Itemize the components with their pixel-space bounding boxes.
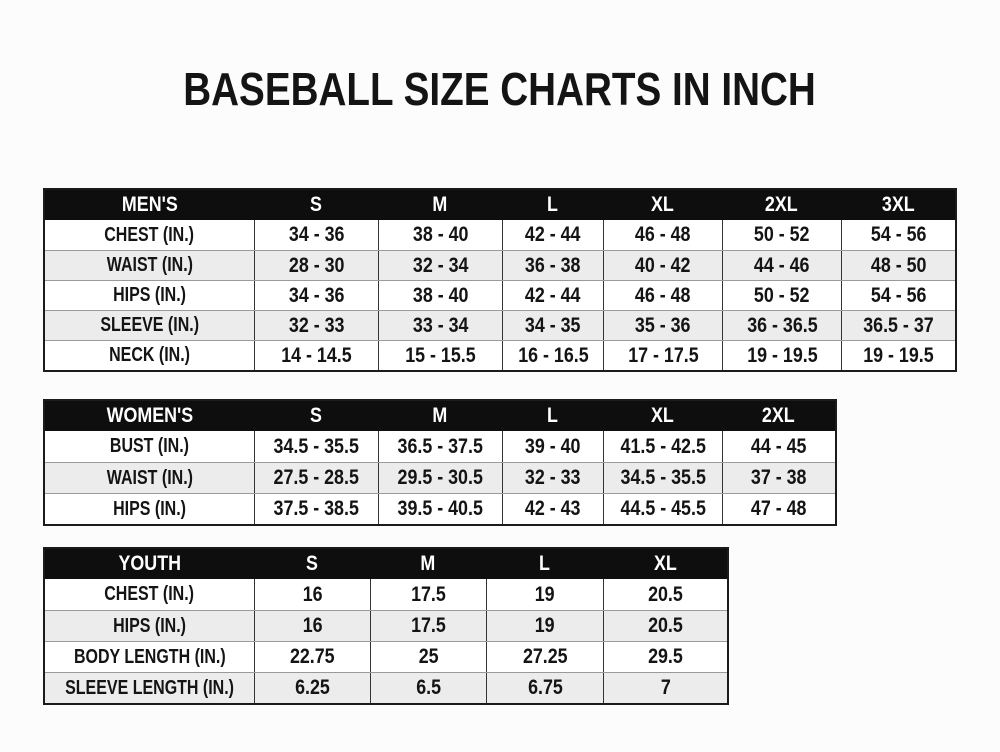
size-value-cell <box>502 341 603 370</box>
size-col-header <box>370 549 486 579</box>
size-value-text: 44 - 45 <box>751 434 807 458</box>
row-label <box>45 220 254 250</box>
row-label-text: BUST (IN.) <box>109 435 190 457</box>
size-value-text: 34 - 35 <box>525 313 581 337</box>
row-label-text: SLEEVE (IN.) <box>100 314 199 336</box>
size-value-text: 29.5 - 30.5 <box>397 466 484 489</box>
size-col-header-text: 3XL <box>881 193 915 216</box>
size-value-text: 25 <box>418 645 439 668</box>
size-value-cell <box>722 251 841 280</box>
size-value-text: 15 - 15.5 <box>405 343 476 367</box>
size-value-cell <box>502 311 603 340</box>
size-value-text: 36.5 - 37.5 <box>397 434 484 458</box>
table-row <box>45 462 835 493</box>
size-value-text: 42 - 43 <box>525 497 581 520</box>
size-col-header-text: S <box>310 404 322 427</box>
page-title-text: BASEBALL SIZE CHARTS IN INCH <box>183 63 817 115</box>
size-value-cell <box>722 494 835 524</box>
size-value-text: 20.5 <box>648 614 683 637</box>
size-value-text: 46 - 48 <box>635 283 691 307</box>
size-value-text: 17.5 <box>411 614 446 637</box>
size-value-cell <box>722 463 835 493</box>
row-label <box>45 311 254 340</box>
size-value-cell <box>502 431 603 462</box>
size-col-header-text: M <box>420 552 436 575</box>
size-value-cell <box>722 431 835 462</box>
size-value-text: 19 - 19.5 <box>863 343 934 367</box>
size-value-text: 22.75 <box>290 645 335 668</box>
size-value-cell <box>841 251 955 280</box>
size-value-cell <box>378 341 502 370</box>
mens-table-header-row <box>45 190 955 220</box>
size-table-youth <box>43 547 729 705</box>
size-value-cell <box>603 311 722 340</box>
size-col-header <box>378 190 502 220</box>
youth-table-body <box>45 579 727 703</box>
size-col-header <box>722 401 835 431</box>
size-value-text: 29.5 <box>648 645 683 668</box>
size-value-text: 48 - 50 <box>870 253 927 277</box>
size-value-text: 36 - 38 <box>525 253 581 277</box>
row-label <box>45 642 254 672</box>
size-value-text: 34 - 36 <box>288 283 345 307</box>
size-value-text: 28 - 30 <box>288 253 345 277</box>
size-value-text: 16 - 16.5 <box>517 343 589 367</box>
row-label <box>45 579 254 610</box>
size-value-cell <box>603 579 727 610</box>
size-value-text: 16 <box>302 614 323 637</box>
size-col-header-text: XL <box>651 404 674 427</box>
size-col-header-text: L <box>547 193 558 216</box>
size-col-header <box>841 190 955 220</box>
size-value-text: 50 - 52 <box>754 283 810 307</box>
size-col-header <box>486 549 603 579</box>
size-value-cell <box>603 611 727 641</box>
size-value-text: 44 - 46 <box>754 253 810 277</box>
size-value-cell <box>722 281 841 310</box>
size-value-text: 54 - 56 <box>870 283 927 307</box>
row-label-text: CHEST (IN.) <box>104 223 195 246</box>
row-label-text: WAIST (IN.) <box>106 254 193 276</box>
size-value-cell <box>722 311 841 340</box>
size-value-cell <box>603 341 722 370</box>
size-value-cell <box>486 673 603 703</box>
size-value-text: 27.5 - 28.5 <box>273 466 360 489</box>
size-value-text: 17 - 17.5 <box>627 343 699 367</box>
table-name <box>45 549 254 579</box>
table-name-text: WOMEN'S <box>106 404 193 427</box>
table-row <box>45 579 727 610</box>
size-value-text: 32 - 33 <box>288 313 345 337</box>
size-col-header <box>378 401 502 431</box>
size-value-text: 36.5 - 37 <box>863 313 934 337</box>
size-value-text: 54 - 56 <box>870 223 927 246</box>
table-row <box>45 672 727 703</box>
size-value-text: 32 - 34 <box>412 253 469 277</box>
size-value-text: 6.5 <box>416 676 441 699</box>
size-col-header-text: M <box>432 404 448 427</box>
table-row <box>45 280 955 310</box>
size-value-text: 42 - 44 <box>525 223 581 246</box>
size-value-cell <box>254 673 370 703</box>
size-value-text: 33 - 34 <box>412 313 469 337</box>
size-value-cell <box>378 251 502 280</box>
size-value-text: 7 <box>660 676 671 699</box>
size-value-cell <box>603 251 722 280</box>
size-value-text: 34.5 - 35.5 <box>620 466 706 489</box>
size-col-header-text: M <box>432 193 448 216</box>
row-label <box>45 673 254 703</box>
size-col-header-text: XL <box>651 193 674 216</box>
table-name-text: MEN'S <box>121 193 178 216</box>
size-value-text: 16 <box>302 582 323 606</box>
size-value-cell <box>502 463 603 493</box>
size-value-cell <box>370 642 486 672</box>
row-label <box>45 494 254 524</box>
size-value-cell <box>254 311 378 340</box>
size-value-cell <box>254 611 370 641</box>
mens-table-body <box>45 220 955 370</box>
size-value-cell <box>841 281 955 310</box>
table-row <box>45 310 955 340</box>
size-value-text: 39 - 40 <box>525 434 581 458</box>
row-label <box>45 431 254 462</box>
size-col-header-text: XL <box>653 552 677 575</box>
size-value-text: 37 - 38 <box>751 466 807 489</box>
size-value-cell <box>254 251 378 280</box>
table-row <box>45 610 727 641</box>
size-value-text: 44.5 - 45.5 <box>620 497 706 520</box>
size-value-cell <box>841 311 955 340</box>
size-value-text: 42 - 44 <box>525 283 581 307</box>
size-value-text: 46 - 48 <box>635 223 691 246</box>
size-value-cell <box>486 579 603 610</box>
size-value-cell <box>502 494 603 524</box>
table-name-text: YOUTH <box>118 552 181 575</box>
size-value-cell <box>841 220 955 250</box>
size-value-text: 34 - 36 <box>288 223 345 246</box>
size-value-text: 41.5 - 42.5 <box>620 434 706 458</box>
row-label <box>45 281 254 310</box>
size-value-cell <box>603 281 722 310</box>
youth-table-header-row <box>45 549 727 579</box>
row-label-text: HIPS (IN.) <box>113 614 186 637</box>
size-col-header <box>502 190 603 220</box>
size-value-text: 20.5 <box>648 582 683 606</box>
row-label <box>45 251 254 280</box>
row-label-text: WAIST (IN.) <box>106 466 193 489</box>
size-value-cell <box>502 251 603 280</box>
page-title <box>0 63 1000 115</box>
size-table-womens <box>43 399 837 526</box>
size-value-text: 6.25 <box>295 676 330 699</box>
size-value-text: 34.5 - 35.5 <box>273 434 360 458</box>
size-value-cell <box>603 642 727 672</box>
size-value-cell <box>603 673 727 703</box>
size-col-header <box>603 549 727 579</box>
size-col-header-text: 2XL <box>765 193 798 216</box>
size-value-text: 39.5 - 40.5 <box>397 497 484 520</box>
size-value-cell <box>603 463 722 493</box>
row-label <box>45 611 254 641</box>
size-col-header-text: S <box>306 552 318 575</box>
size-col-header-text: 2XL <box>762 404 795 427</box>
size-value-cell <box>370 579 486 610</box>
size-col-header-text: S <box>310 193 322 216</box>
table-row <box>45 220 955 250</box>
row-label-text: SLEEVE LENGTH (IN.) <box>65 676 234 699</box>
size-value-cell <box>378 220 502 250</box>
size-value-text: 27.25 <box>522 645 568 668</box>
size-value-text: 14 - 14.5 <box>281 343 352 367</box>
row-label <box>45 463 254 493</box>
table-row <box>45 250 955 280</box>
row-label-text: CHEST (IN.) <box>104 583 195 605</box>
size-col-header-text: L <box>547 404 558 427</box>
size-value-text: 19 - 19.5 <box>746 343 818 367</box>
size-value-cell <box>254 281 378 310</box>
size-value-cell <box>486 642 603 672</box>
table-name <box>45 401 254 431</box>
size-value-cell <box>254 494 378 524</box>
size-value-cell <box>370 673 486 703</box>
row-label <box>45 341 254 370</box>
size-value-cell <box>603 220 722 250</box>
size-value-text: 37.5 - 38.5 <box>273 497 360 520</box>
size-col-header <box>254 190 378 220</box>
size-value-cell <box>722 220 841 250</box>
row-label-text: BODY LENGTH (IN.) <box>73 645 226 668</box>
size-value-text: 38 - 40 <box>412 223 469 246</box>
size-value-cell <box>254 579 370 610</box>
size-value-text: 19 <box>535 614 555 637</box>
size-value-cell <box>486 611 603 641</box>
size-value-cell <box>502 281 603 310</box>
size-value-cell <box>254 220 378 250</box>
table-row <box>45 493 835 524</box>
size-value-cell <box>254 431 378 462</box>
size-value-cell <box>378 463 502 493</box>
table-row <box>45 431 835 462</box>
size-value-cell <box>841 341 955 370</box>
size-value-text: 47 - 48 <box>751 497 807 520</box>
size-value-cell <box>370 611 486 641</box>
size-value-text: 32 - 33 <box>525 466 581 489</box>
womens-table-body <box>45 431 835 524</box>
row-label-text: NECK (IN.) <box>109 344 190 366</box>
size-table-mens <box>43 188 957 372</box>
size-col-header <box>722 190 841 220</box>
size-value-text: 40 - 42 <box>635 253 691 277</box>
size-value-text: 38 - 40 <box>412 283 469 307</box>
size-value-text: 36 - 36.5 <box>746 313 818 337</box>
size-value-cell <box>378 431 502 462</box>
size-col-header <box>502 401 603 431</box>
size-col-header <box>254 549 370 579</box>
size-col-header <box>603 401 722 431</box>
table-name <box>45 190 254 220</box>
size-value-cell <box>254 463 378 493</box>
size-value-cell <box>378 311 502 340</box>
size-value-cell <box>502 220 603 250</box>
size-value-text: 50 - 52 <box>754 223 810 246</box>
size-value-cell <box>603 494 722 524</box>
size-col-header <box>603 190 722 220</box>
table-row <box>45 641 727 672</box>
size-value-text: 19 <box>535 582 555 606</box>
row-label-text: HIPS (IN.) <box>113 497 186 520</box>
size-value-cell <box>603 431 722 462</box>
size-col-header <box>254 401 378 431</box>
size-value-cell <box>254 642 370 672</box>
size-col-header-text: L <box>539 552 550 575</box>
size-value-text: 17.5 <box>411 582 446 606</box>
size-value-cell <box>378 281 502 310</box>
row-label-text: HIPS (IN.) <box>113 284 186 306</box>
size-value-text: 35 - 36 <box>635 313 691 337</box>
size-value-cell <box>254 341 378 370</box>
size-value-cell <box>722 341 841 370</box>
table-row <box>45 340 955 370</box>
size-value-text: 6.75 <box>527 676 563 699</box>
womens-table-header-row <box>45 401 835 431</box>
size-value-cell <box>378 494 502 524</box>
